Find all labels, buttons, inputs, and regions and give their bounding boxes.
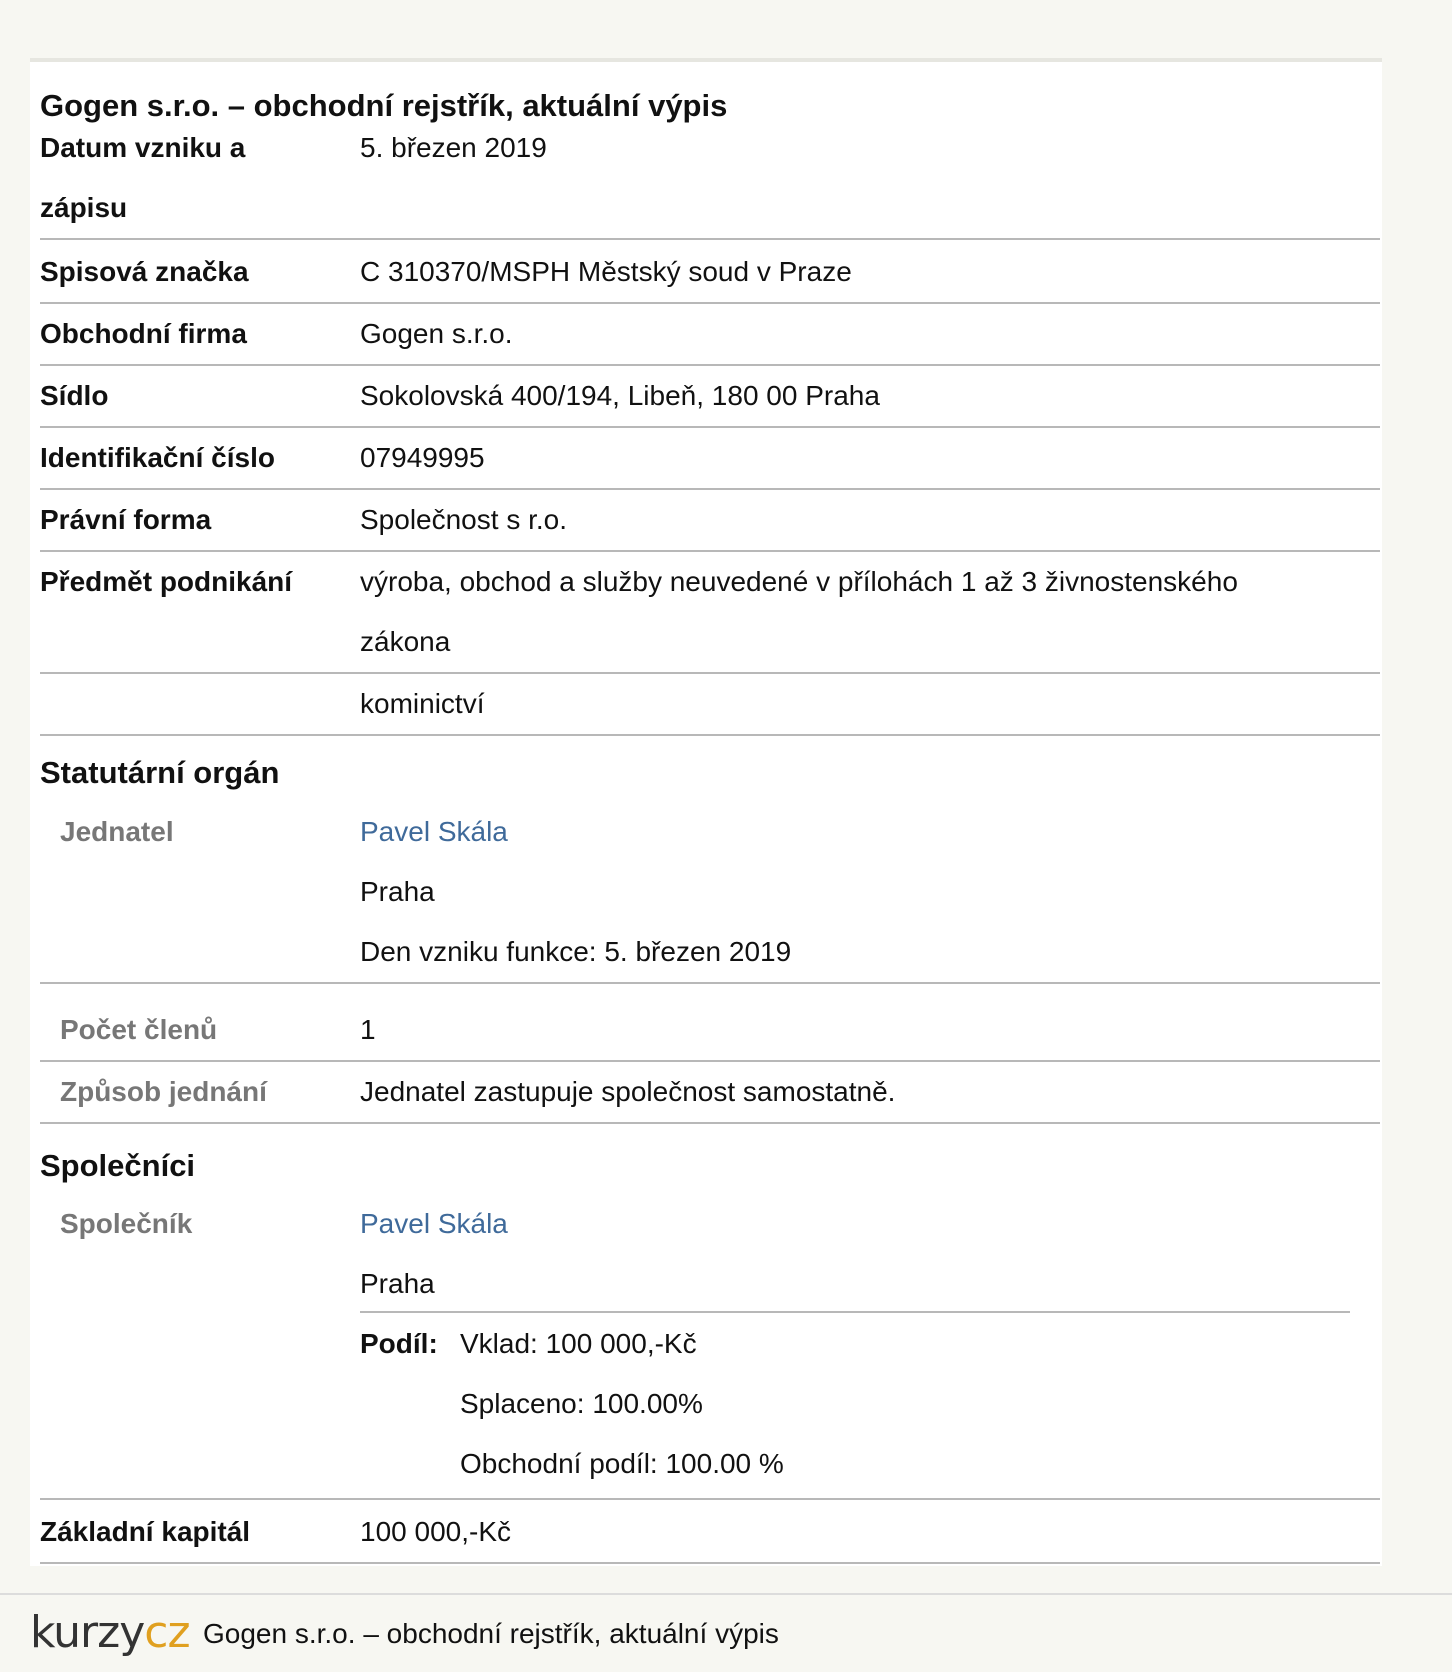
value-spolecnik — [360, 1194, 508, 1314]
section-statutarni-organ: Statutární orgán — [40, 755, 280, 790]
label-datum-line2: zápisu — [40, 192, 128, 223]
label-zakladni-kapital: Základní kapitál — [40, 1516, 251, 1547]
value-zakladni-kapital: 100 000,-Kč — [360, 1516, 511, 1547]
label-predmet-podnikani: Předmět podnikání — [40, 566, 293, 597]
page-title: Gogen s.r.o. – obchodní rejstřík, aktuální výpis — [40, 88, 728, 123]
logo-part-cz: cz — [144, 1607, 190, 1658]
row-predmet-podnikani — [40, 552, 1380, 674]
value-obchodni-firma: Gogen s.r.o. — [360, 318, 513, 349]
label-datum-vzniku — [40, 118, 340, 238]
footer — [0, 1593, 1452, 1672]
row-zpusob-jednani — [40, 1062, 1380, 1124]
value-pocet-clenu: 1 — [360, 1014, 376, 1045]
label-sidlo: Sídlo — [40, 380, 109, 411]
label-zpusob-jednani: Způsob jednání — [60, 1076, 267, 1107]
podil-divider — [360, 1311, 1350, 1313]
value-zpusob-jednani: Jednatel zastupuje společnost samostatně. — [360, 1076, 896, 1107]
label-pravni-forma: Právní forma — [40, 504, 212, 535]
row-spisova-znacka — [40, 242, 1380, 304]
logo-part-kurzy: kurzy — [30, 1607, 145, 1658]
podil-vklad: Vklad: 100 000,-Kč — [460, 1328, 697, 1359]
row-zakladni-kapital — [40, 1502, 1380, 1564]
jednatel-since: Den vzniku funkce: 5. březen 2019 — [360, 936, 792, 967]
spolecnik-name-link[interactable]: Pavel Skála — [360, 1208, 508, 1239]
footer-title: Gogen s.r.o. – obchodní rejstřík, aktuální výpis — [203, 1618, 779, 1649]
label-spisova-znacka: Spisová značka — [40, 256, 249, 287]
value-pravni-forma: Společnost s r.o. — [360, 504, 568, 535]
kurzy-cz-logo[interactable] — [30, 1603, 190, 1663]
row-obchodni-firma — [40, 304, 1380, 366]
jednatel-name-link[interactable]: Pavel Skála — [360, 816, 508, 847]
row-predmet-podnikani-2 — [40, 674, 1380, 736]
value-identifikacni-cislo: 07949995 — [360, 442, 485, 473]
podil-values — [460, 1314, 784, 1494]
label-identifikacni-cislo: Identifikační číslo — [40, 442, 275, 473]
value-jednatel — [360, 802, 791, 982]
row-jednatel — [40, 802, 1380, 984]
row-sidlo — [40, 366, 1380, 428]
podil-obchodni: Obchodní podíl: 100.00 % — [460, 1448, 784, 1479]
value-sidlo: Sokolovská 400/194, Libeň, 180 00 Praha — [360, 380, 880, 411]
label-obchodni-firma: Obchodní firma — [40, 318, 247, 349]
value-predmet-item-1: výroba, obchod a služby neuvedené v přílohách 1 až 3 živnostenského zákona — [360, 566, 1238, 657]
podil-splaceno: Splaceno: 100.00% — [460, 1388, 703, 1419]
value-predmet-item-2: kominictví — [360, 688, 485, 719]
row-datum-vzniku — [40, 118, 1380, 240]
label-pocet-clenu: Počet členů — [60, 1014, 218, 1045]
label-datum-line1: Datum vzniku a — [40, 132, 246, 163]
section-spolecnici: Společníci — [40, 1148, 196, 1183]
label-spolecnik: Společník — [60, 1208, 193, 1239]
row-identifikacni-cislo — [40, 428, 1380, 490]
row-pravni-forma — [40, 490, 1380, 552]
label-podil: Podíl: — [360, 1328, 438, 1359]
jednatel-city: Praha — [360, 876, 435, 907]
value-datum-vzniku: 5. březen 2019 — [360, 132, 547, 163]
label-jednatel: Jednatel — [60, 816, 174, 847]
spolecnik-city: Praha — [360, 1268, 435, 1299]
row-pocet-clenu — [40, 1000, 1380, 1062]
value-spisova-znacka: C 310370/MSPH Městský soud v Praze — [360, 256, 852, 287]
